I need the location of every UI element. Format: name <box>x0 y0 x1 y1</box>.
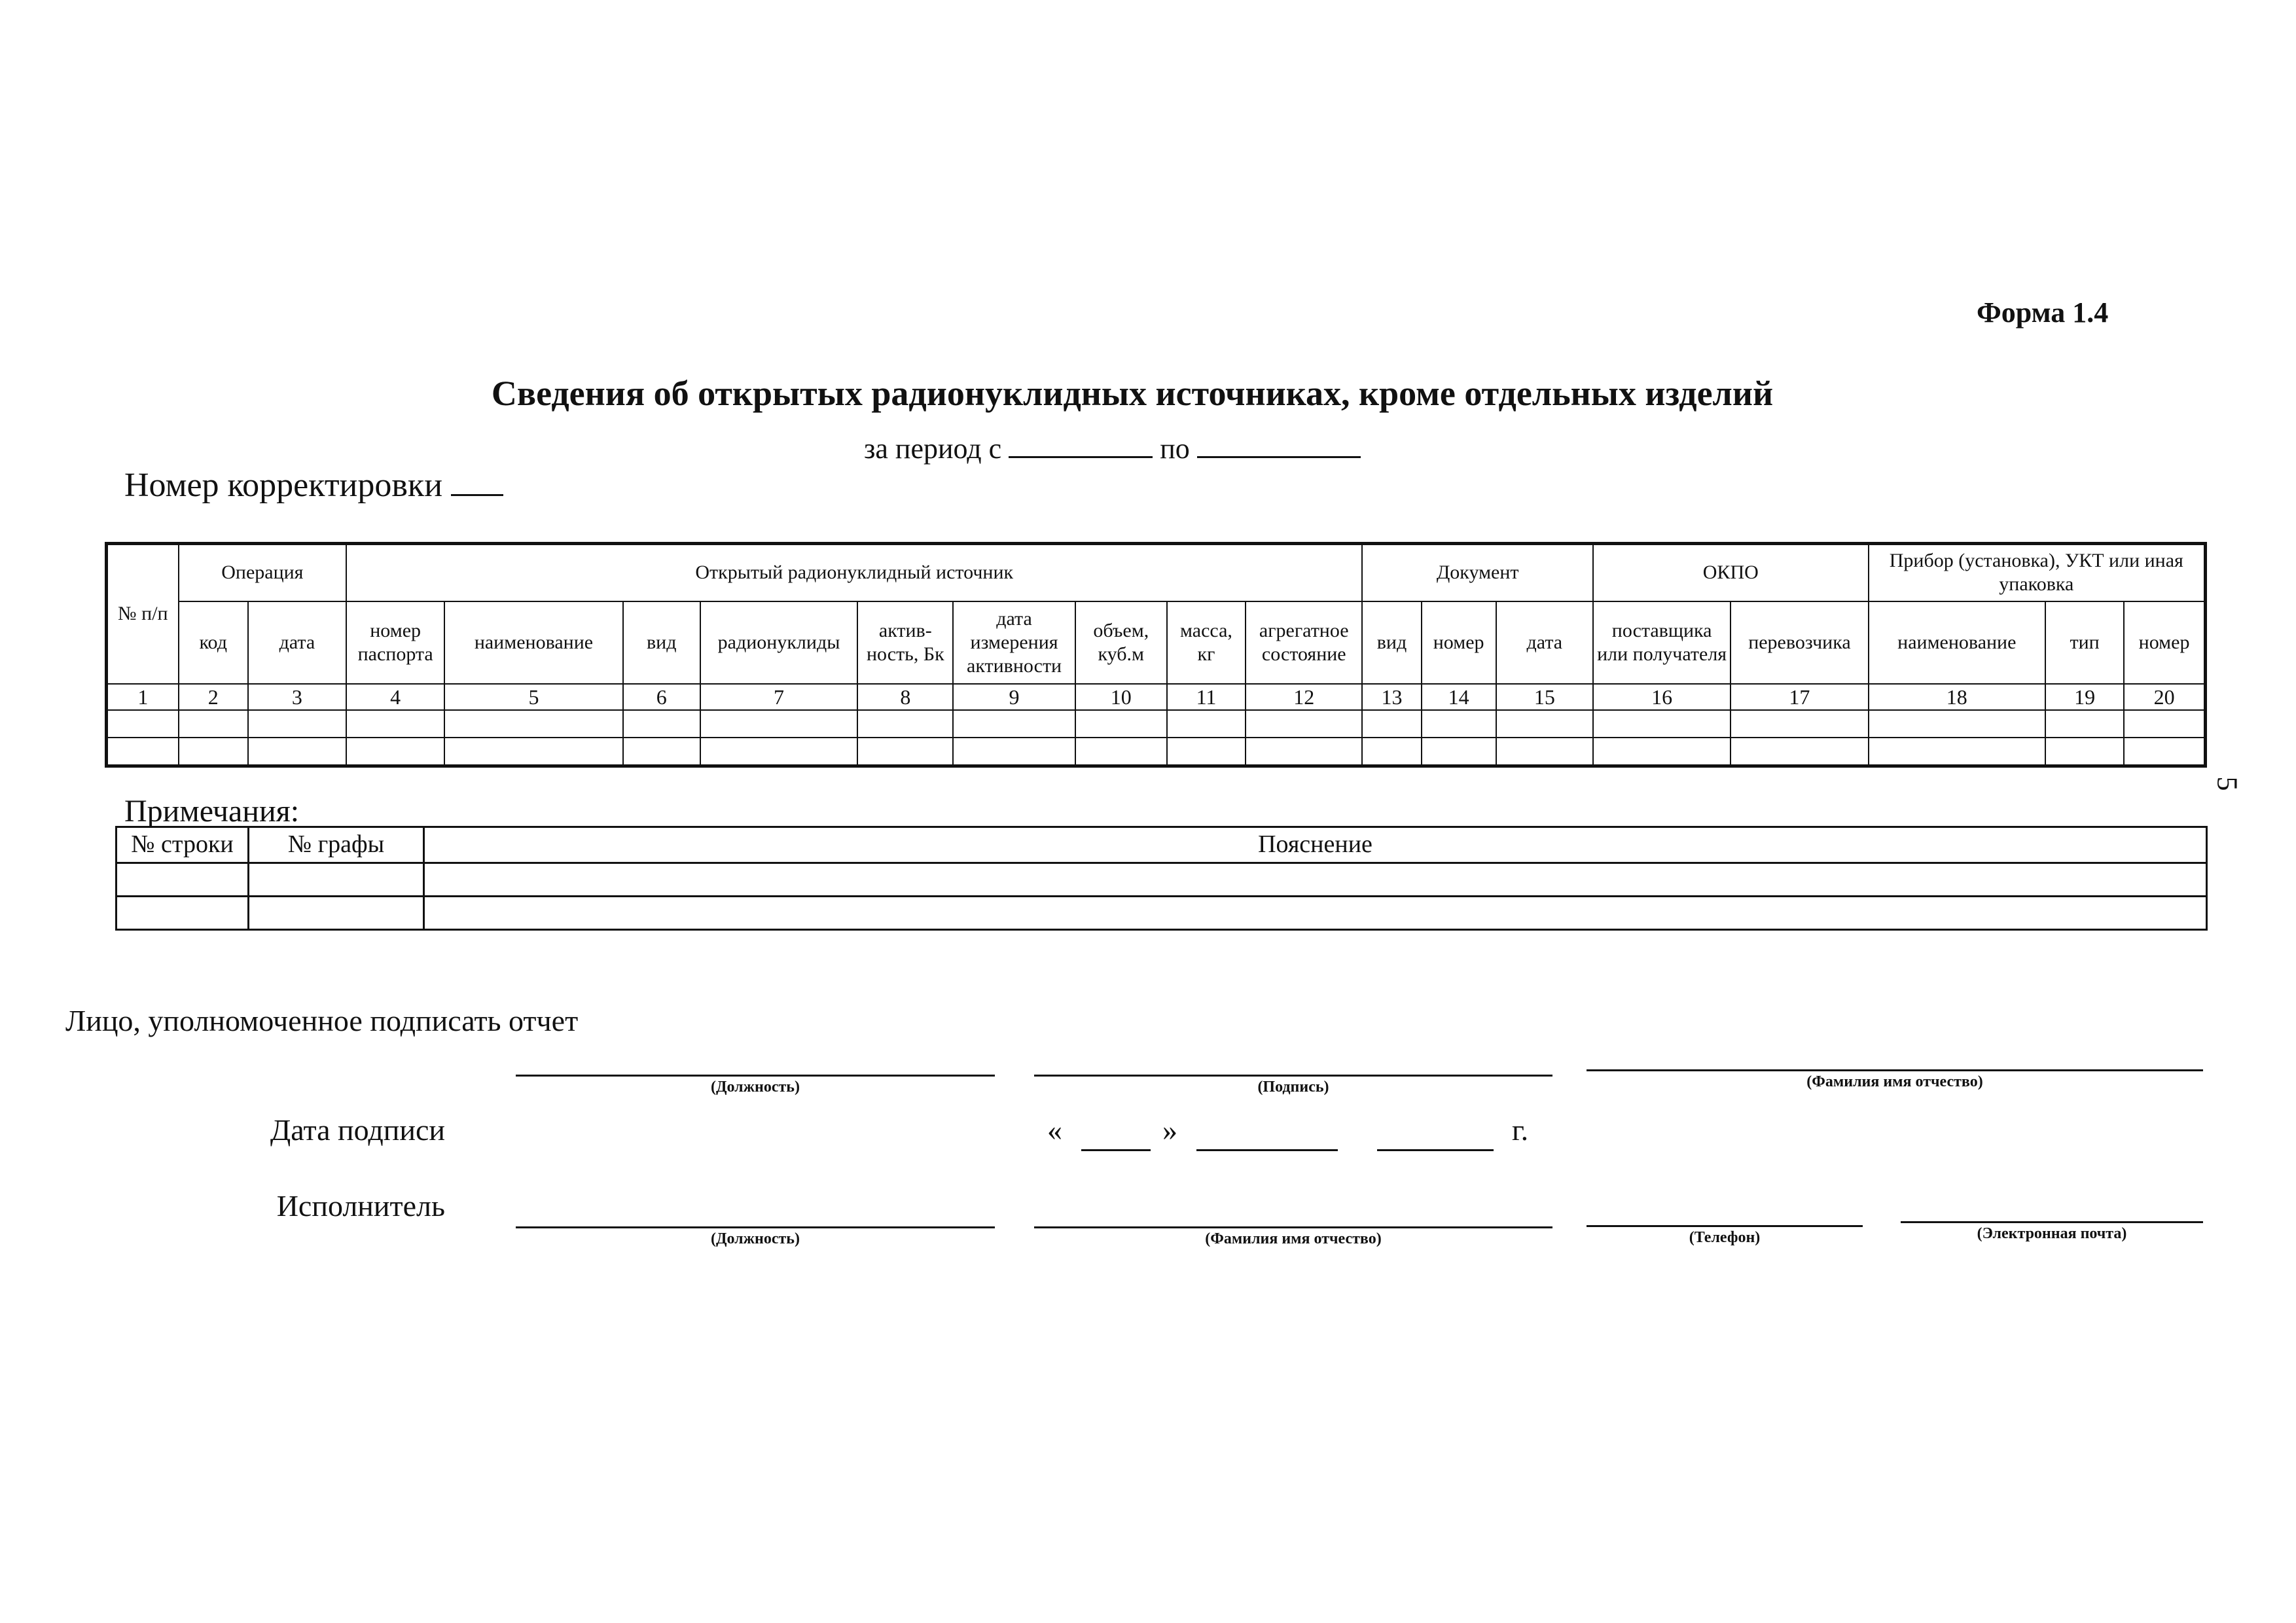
signature-caption: (Подпись) <box>1257 1079 1329 1096</box>
notes-table <box>115 826 2208 931</box>
fullname-caption: (Фамилия имя отчество) <box>1806 1073 1983 1090</box>
authorized-person-label: Лицо, уполномоченное подписать отчет <box>65 1004 579 1037</box>
table-cell[interactable] <box>700 738 857 766</box>
table-cell[interactable] <box>1869 710 2045 738</box>
table-cell[interactable] <box>700 710 857 738</box>
table-row <box>107 710 2206 738</box>
table-cell[interactable] <box>1422 710 1496 738</box>
mass-header: масса, кг <box>1167 601 1246 684</box>
column-number: 11 <box>1167 684 1246 710</box>
op-date-header: дата <box>248 601 346 684</box>
table-cell[interactable] <box>857 710 953 738</box>
executor-position-caption: (Должность) <box>710 1230 800 1247</box>
column-number: 5 <box>444 684 622 710</box>
column-number: 12 <box>1246 684 1362 710</box>
date-month-field[interactable] <box>1196 1149 1338 1151</box>
notes-header-row <box>117 827 2207 863</box>
executor-fullname-caption: (Фамилия имя отчество) <box>1205 1230 1382 1247</box>
position-caption: (Должность) <box>710 1079 800 1096</box>
main-table <box>105 542 2207 768</box>
table-cell[interactable] <box>1362 738 1421 766</box>
table-cell[interactable] <box>107 710 179 738</box>
form-id: Форма 1.4 <box>1977 296 2109 329</box>
notes-explanation-header: Пояснение <box>424 827 2207 863</box>
column-number: 13 <box>1362 684 1421 710</box>
table-cell[interactable] <box>2124 710 2205 738</box>
passport-header: номер паспорта <box>346 601 444 684</box>
column-number: 17 <box>1731 684 1868 710</box>
phone-line[interactable] <box>1587 1225 1863 1227</box>
table-cell[interactable] <box>1246 738 1362 766</box>
column-number: 19 <box>2045 684 2124 710</box>
activity-date-header: дата измерения активности <box>953 601 1075 684</box>
table-cell[interactable] <box>248 710 346 738</box>
nuclides-header: радионуклиды <box>700 601 857 684</box>
device-number-header: номер <box>2124 601 2205 684</box>
activity-header: актив-ность, Бк <box>857 601 953 684</box>
table-cell[interactable] <box>1246 710 1362 738</box>
executor-position-line[interactable] <box>516 1226 995 1228</box>
table-cell[interactable] <box>1731 710 1868 738</box>
period-prefix: за период с <box>864 433 1002 465</box>
column-number: 1 <box>107 684 179 710</box>
table-cell[interactable] <box>1075 738 1167 766</box>
table-cell[interactable] <box>1422 738 1496 766</box>
table-cell[interactable] <box>623 738 700 766</box>
table-cell[interactable] <box>346 710 444 738</box>
device-type-header: тип <box>2045 601 2124 684</box>
column-number: 2 <box>179 684 248 710</box>
doc-kind-header: вид <box>1362 601 1421 684</box>
document-header: Документ <box>1362 544 1593 601</box>
table-cell[interactable] <box>117 863 249 897</box>
table-row <box>117 897 2207 930</box>
table-cell[interactable] <box>249 863 424 897</box>
op-code-header: код <box>179 601 248 684</box>
page-number: 5 <box>2211 776 2244 791</box>
volume-header: объем, куб.м <box>1075 601 1167 684</box>
table-cell[interactable] <box>248 738 346 766</box>
table-cell[interactable] <box>1167 710 1246 738</box>
date-open-quote: « <box>1047 1113 1062 1147</box>
table-cell[interactable] <box>179 738 248 766</box>
notes-label: Примечания: <box>124 794 300 829</box>
col-number-header: № п/п <box>107 544 179 684</box>
period-line <box>864 432 1361 465</box>
table-cell[interactable] <box>953 710 1075 738</box>
device-name-header: наименование <box>1869 601 2045 684</box>
column-numbers-row <box>107 684 2206 710</box>
table-cell[interactable] <box>1496 738 1593 766</box>
column-number: 7 <box>700 684 857 710</box>
column-number: 9 <box>953 684 1075 710</box>
document-title: Сведения об открытых радионуклидных источниках, кроме отдельных изделий <box>491 374 1774 413</box>
table-cell[interactable] <box>1731 738 1868 766</box>
name-header: наименование <box>444 601 622 684</box>
table-row <box>117 863 2207 897</box>
period-from-field[interactable] <box>1009 456 1153 458</box>
table-cell[interactable] <box>2045 738 2124 766</box>
operation-header: Операция <box>179 544 346 601</box>
table-cell[interactable] <box>444 738 622 766</box>
table-cell[interactable] <box>1869 738 2045 766</box>
table-cell[interactable] <box>1496 710 1593 738</box>
carrier-header: перевозчика <box>1731 601 1868 684</box>
column-number: 6 <box>623 684 700 710</box>
correction-label: Номер корректировки <box>124 467 443 504</box>
table-cell[interactable] <box>1075 710 1167 738</box>
fullname-line[interactable] <box>1587 1069 2203 1071</box>
column-number: 3 <box>248 684 346 710</box>
table-cell[interactable] <box>1167 738 1246 766</box>
date-year-field[interactable] <box>1377 1149 1494 1151</box>
table-cell[interactable] <box>623 710 700 738</box>
state-header: агрегатное состояние <box>1246 601 1362 684</box>
supplier-header: поставщика или получателя <box>1593 601 1731 684</box>
kind-header: вид <box>623 601 700 684</box>
table-cell[interactable] <box>2124 738 2205 766</box>
date-label: Дата подписи <box>270 1113 445 1147</box>
executor-label: Исполнитель <box>276 1189 445 1222</box>
column-number: 15 <box>1496 684 1593 710</box>
table-cell[interactable] <box>2045 710 2124 738</box>
signature-line[interactable] <box>1034 1075 1552 1077</box>
table-cell[interactable] <box>424 863 2207 897</box>
table-cell[interactable] <box>346 738 444 766</box>
period-to-field[interactable] <box>1197 456 1361 458</box>
position-line[interactable] <box>516 1075 995 1077</box>
correction-number-field[interactable] <box>451 494 503 496</box>
email-line[interactable] <box>1901 1221 2203 1223</box>
table-cell[interactable] <box>1362 710 1421 738</box>
table-cell[interactable] <box>1593 710 1731 738</box>
table-cell[interactable] <box>117 897 249 930</box>
device-header: Прибор (установка), УКТ или иная упаковка <box>1869 544 2206 601</box>
table-cell[interactable] <box>249 897 424 930</box>
table-cell[interactable] <box>1593 738 1731 766</box>
date-year-suffix: г. <box>1512 1113 1529 1147</box>
column-number: 20 <box>2124 684 2205 710</box>
period-middle: по <box>1160 433 1190 465</box>
column-number: 4 <box>346 684 444 710</box>
table-cell[interactable] <box>444 710 622 738</box>
doc-date-header: дата <box>1496 601 1593 684</box>
column-number: 14 <box>1422 684 1496 710</box>
date-close-quote: » <box>1162 1113 1177 1147</box>
correction-line <box>124 466 503 505</box>
okpo-header: ОКПО <box>1593 544 1869 601</box>
table-cell[interactable] <box>179 710 248 738</box>
column-number: 16 <box>1593 684 1731 710</box>
table-cell[interactable] <box>857 738 953 766</box>
doc-number-header: номер <box>1422 601 1496 684</box>
table-cell[interactable] <box>107 738 179 766</box>
date-day-field[interactable] <box>1081 1149 1151 1151</box>
email-caption: (Электронная почта) <box>1977 1225 2127 1242</box>
column-number: 10 <box>1075 684 1167 710</box>
column-number: 18 <box>1869 684 2045 710</box>
table-cell[interactable] <box>953 738 1075 766</box>
table-row <box>107 738 2206 766</box>
source-header: Открытый радионуклидный источник <box>346 544 1362 601</box>
column-number: 8 <box>857 684 953 710</box>
executor-fullname-line[interactable] <box>1034 1226 1552 1228</box>
notes-column-header: № графы <box>249 827 424 863</box>
table-cell[interactable] <box>424 897 2207 930</box>
notes-row-header: № строки <box>117 827 249 863</box>
phone-caption: (Телефон) <box>1689 1229 1761 1246</box>
